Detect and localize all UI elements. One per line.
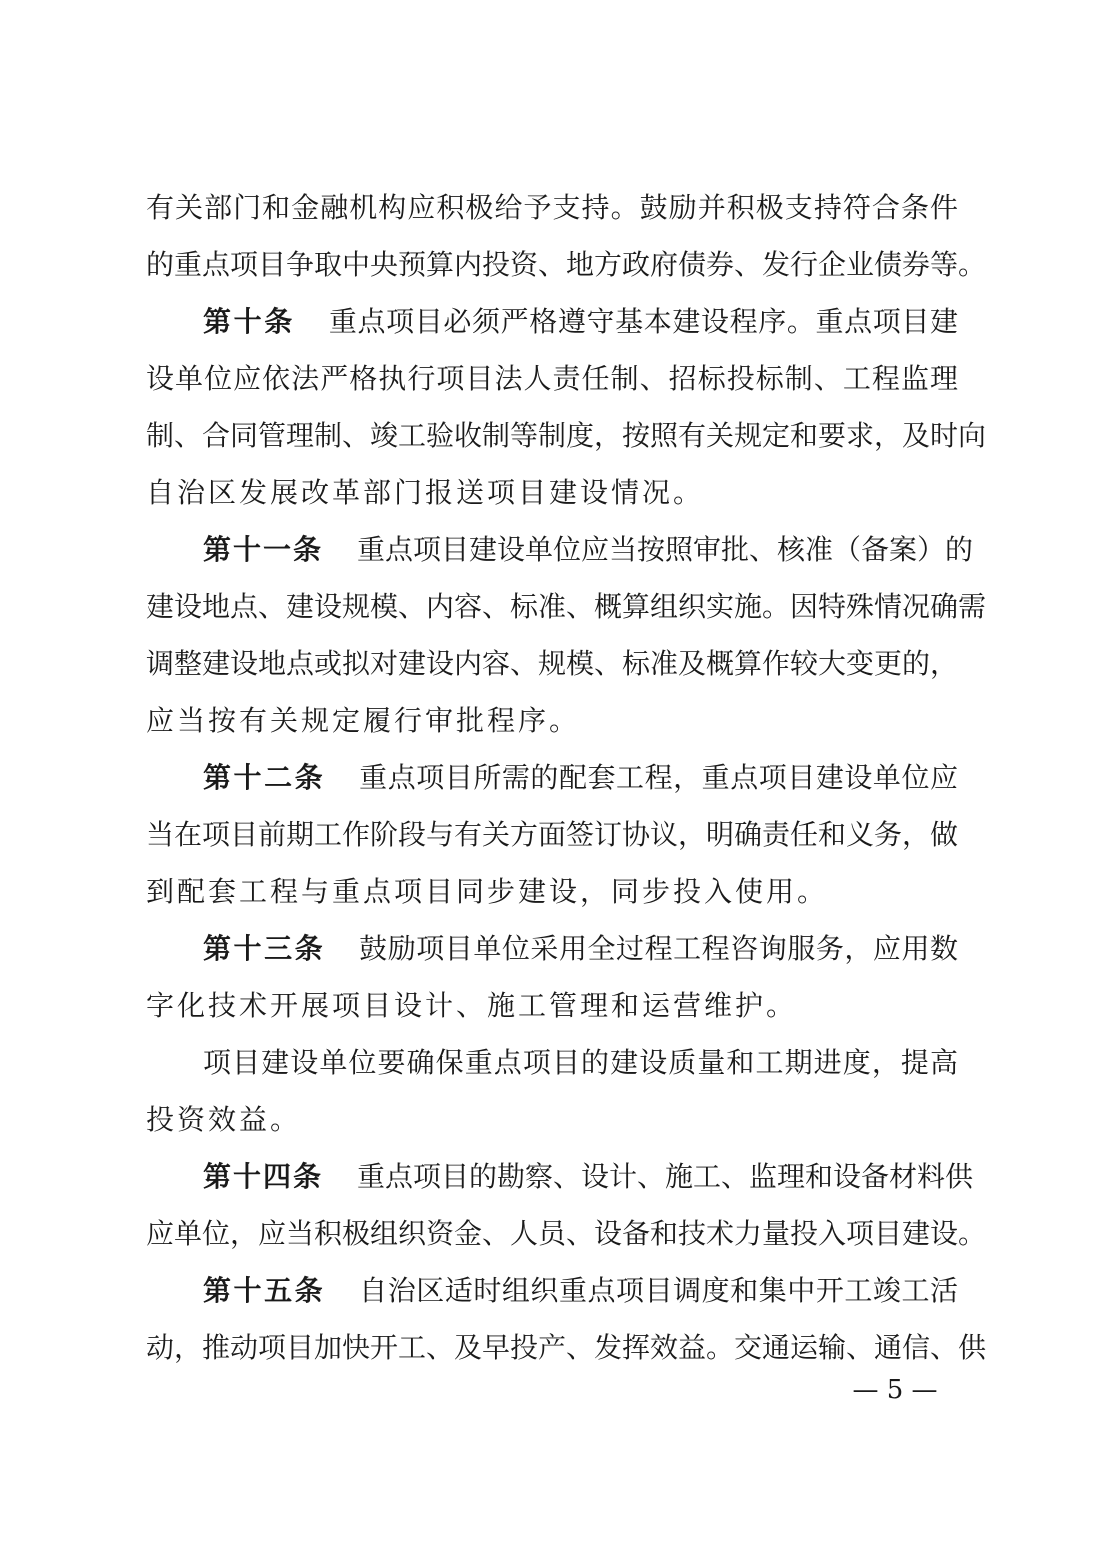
paragraph-line — [146, 416, 987, 456]
paragraph-line — [146, 1214, 987, 1254]
line-text: 自治区发展改革部门报送项目建设情况。 — [146, 476, 705, 509]
paragraph-line — [146, 245, 987, 285]
line-text: 到配套工程与重点项目同步建设，同步投入使用。 — [146, 875, 829, 908]
line-text: 设单位应依法严格执行项目法人责任制、招标投标制、工程监理 — [146, 362, 958, 395]
article-label: 第十三条 — [203, 932, 326, 965]
article-label: 第十四条 — [203, 1160, 324, 1193]
article-label: 第十五条 — [203, 1274, 326, 1307]
article-15-heading-line — [203, 1271, 958, 1311]
line-text: 重点项目建设单位应当按照审批、核准（备案）的 — [357, 533, 974, 566]
page-number: — 5 — — [852, 1375, 938, 1405]
line-text: 建设地点、建设规模、内容、标准、概算组织实施。因特殊情况确需 — [146, 590, 987, 623]
line-text: 制、合同管理制、竣工验收制等制度，按照有关规定和要求，及时向 — [146, 419, 987, 452]
paragraph-line — [146, 359, 958, 399]
line-text: 的重点项目争取中央预算内投资、地方政府债券、发行企业债券等。 — [146, 248, 987, 281]
line-text: 动，推动项目加快开工、及早投产、发挥效益。交通运输、通信、供 — [146, 1331, 987, 1364]
paragraph-line — [146, 587, 987, 627]
line-text: 当在项目前期工作阶段与有关方面签订协议，明确责任和义务，做 — [146, 818, 959, 851]
line-text: 鼓励项目单位采用全过程工程咨询服务，应用数 — [359, 932, 958, 965]
line-text: 有关部门和金融机构应积极给予支持。鼓励并积极支持符合条件 — [146, 191, 958, 224]
line-text: 自治区适时组织重点项目调度和集中开工竣工活 — [359, 1274, 958, 1307]
line-text: 重点项目的勘察、设计、施工、监理和设备材料供 — [357, 1160, 974, 1193]
paragraph-line — [146, 644, 958, 684]
paragraph-line — [146, 1100, 958, 1140]
paragraph-line — [146, 701, 958, 741]
paragraph-line — [146, 473, 958, 513]
paragraph-line — [146, 815, 958, 855]
article-12-heading-line — [203, 758, 958, 798]
line-text: 重点项目所需的配套工程，重点项目建设单位应 — [359, 761, 958, 794]
paragraph-line — [203, 1043, 958, 1083]
article-10-heading-line — [203, 302, 958, 342]
article-label: 第十一条 — [203, 533, 324, 566]
article-11-heading-line — [203, 530, 974, 570]
paragraph-line — [146, 872, 958, 912]
line-text: 字化技术开展项目设计、施工管理和运营维护。 — [146, 989, 798, 1022]
paragraph-line — [146, 188, 958, 228]
line-text: 调整建设地点或拟对建设内容、规模、标准及概算作较大变更的， — [146, 647, 959, 680]
line-text: 投资效益。 — [146, 1103, 302, 1136]
line-text: 应当按有关规定履行审批程序。 — [146, 704, 581, 737]
article-13-heading-line — [203, 929, 958, 969]
article-14-heading-line — [203, 1157, 974, 1197]
article-label: 第十条 — [203, 305, 295, 338]
line-text: 项目建设单位要确保重点项目的建设质量和工期进度，提高 — [203, 1046, 958, 1079]
article-label: 第十二条 — [203, 761, 326, 794]
paragraph-line — [146, 1328, 987, 1368]
line-text: 应单位，应当积极组织资金、人员、设备和技术力量投入项目建设。 — [146, 1217, 987, 1250]
line-text: 重点项目必须严格遵守基本建设程序。重点项目建 — [328, 305, 958, 338]
paragraph-line — [146, 986, 958, 1026]
